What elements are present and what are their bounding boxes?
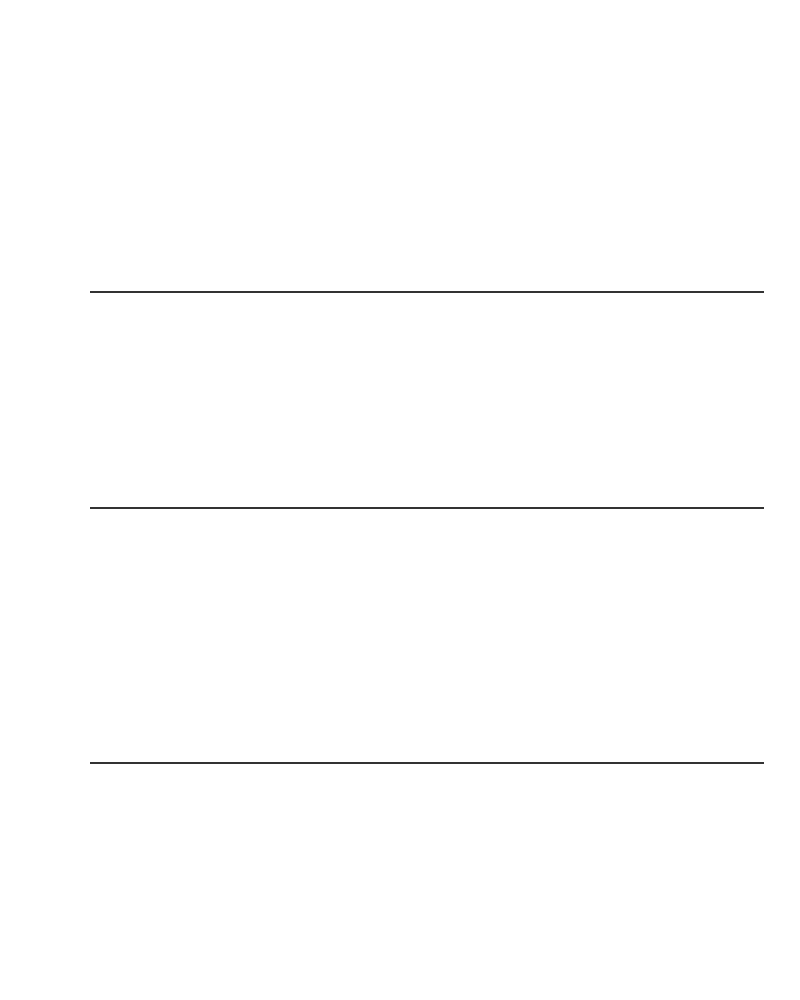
toc-subentry (90, 857, 402, 871)
toc-entry (425, 793, 745, 808)
toc-subentry (90, 599, 402, 613)
toc-entry (90, 137, 400, 152)
toc-entry (90, 448, 402, 463)
chapter-6-left-column (90, 792, 402, 902)
toc-subentry (425, 134, 745, 148)
toc-entry (425, 179, 745, 195)
toc-entry (425, 323, 745, 339)
toc-subentry (425, 839, 745, 853)
toc-entry (90, 104, 400, 120)
toc-subentry (425, 809, 745, 823)
toc-entry (425, 403, 745, 419)
toc-entry (425, 600, 745, 615)
toc-subentry (425, 631, 745, 645)
chapter-4-left-column (90, 322, 402, 464)
toc-entry (90, 339, 402, 354)
chapter-heading (90, 507, 764, 530)
toc-subentry (90, 153, 400, 167)
toc-entry (90, 121, 400, 136)
toc-entry (90, 662, 402, 678)
toc-subentry (90, 630, 402, 644)
toc-subentry (425, 164, 745, 178)
decorative-dots-top (300, 8, 510, 100)
chapter-6-right-column (425, 792, 745, 854)
toc-entry (90, 355, 402, 370)
toc-entry (90, 614, 402, 629)
toc-subentry (90, 872, 402, 886)
toc-subentry (425, 340, 745, 354)
toc-subentry (90, 416, 402, 430)
toc-subentry (425, 104, 745, 118)
toc-subentry (90, 842, 402, 856)
chapter-heading (90, 762, 764, 785)
toc-subentry (90, 371, 402, 385)
decorative-dots-bottom (300, 900, 510, 970)
toc-entry (90, 645, 402, 661)
toc-subentry (90, 386, 402, 400)
toc-entry (90, 536, 402, 551)
toc-entry (425, 355, 745, 371)
toc-entry (90, 793, 402, 808)
running-header (720, 60, 736, 75)
toc-subentry (90, 552, 402, 566)
toc-subentry (90, 679, 402, 693)
chapter-heading (90, 291, 764, 314)
toc-subentry (90, 183, 400, 197)
toc-entry (90, 826, 402, 841)
chapter-5-right-column (425, 535, 745, 678)
toc-subentry (425, 824, 745, 838)
toc-subentry (425, 646, 745, 660)
toc-subentry (90, 401, 402, 415)
toc-entry (425, 583, 745, 599)
toc-subentry (90, 567, 402, 581)
toc-entry (90, 431, 402, 447)
chapter-4-right-column (425, 322, 745, 420)
toc-continuation-left (90, 103, 400, 198)
toc-entry (425, 387, 745, 402)
toc-subentry (425, 119, 745, 133)
toc-subentry (90, 887, 402, 901)
toc-entry (425, 661, 745, 677)
toc-entry (90, 323, 402, 338)
toc-continuation-right (425, 103, 745, 196)
toc-subentry (425, 568, 745, 582)
chapter-5-left-column (90, 535, 402, 694)
toc-entry (90, 809, 402, 825)
toc-entry (90, 582, 402, 598)
toc-subentry (425, 536, 745, 550)
toc-entry (425, 551, 745, 567)
toc-subentry (425, 372, 745, 386)
toc-subentry (425, 616, 745, 630)
toc-subentry (425, 149, 745, 163)
toc-subentry (90, 168, 400, 182)
